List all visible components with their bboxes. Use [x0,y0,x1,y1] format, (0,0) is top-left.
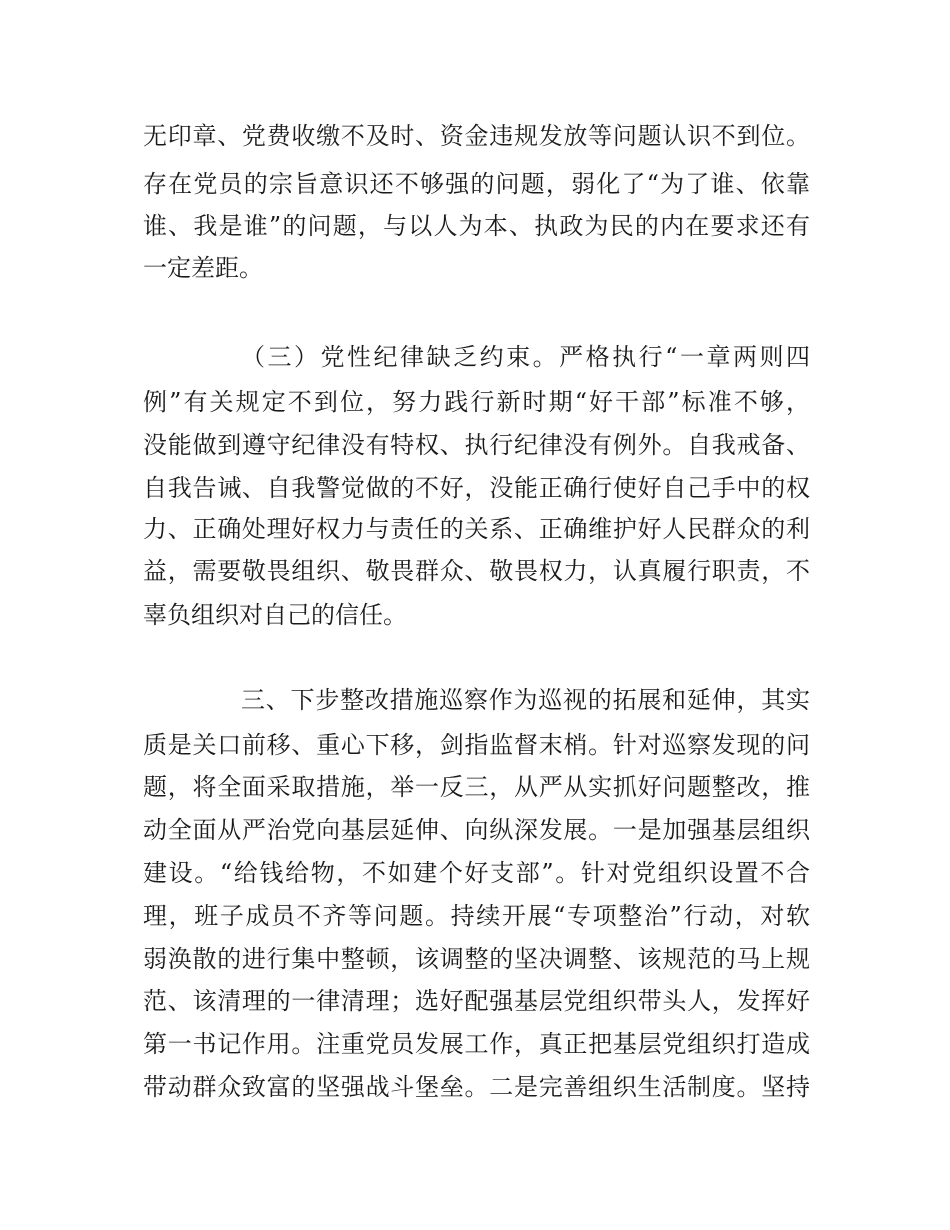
text-line: 辜负组织对自己的信任。 [143,601,407,629]
text-line: 带动群众致富的坚强战斗堡垒。二是完善组织生活制度。坚持 [143,1073,810,1101]
text-line: 没能做到遵守纪律没有特权、执行纪律没有例外。自我戒备、 [143,431,810,459]
text-line: 范、该清理的一律清理；选好配强基层党组织带头人，发挥好 [143,987,810,1015]
text-line: 题，将全面采取措施，举一反三，从严从实抓好问题整改，推 [143,773,810,801]
text-line: 自我告诫、自我警觉做的不好，没能正确行使好自己手中的权 [143,474,810,502]
text-line: 一定差距。 [143,254,263,282]
text-line: 谁、我是谁”的问题，与以人为本、执政为民的内在要求还有 [143,212,810,240]
text-line: 弱涣散的进行集中整顿，该调整的坚决调整、该规范的马上规 [143,945,810,973]
text-line: 益，需要敬畏组织、敬畏群众、敬畏权力，认真履行职责，不 [143,557,810,585]
text-line: 质是关口前移、重心下移，剑指监督末梢。针对巡察发现的问 [143,731,810,759]
paragraph-heading-line: （三）党性纪律缺乏约束。严格执行“一章两则四 [241,343,810,371]
text-line: 第一书记作用。注重党员发展工作，真正把基层党组织打造成 [143,1030,810,1058]
text-line: 理，班子成员不齐等问题。持续开展“专项整治”行动，对软 [143,902,810,930]
text-line: 力、正确处理好权力与责任的关系、正确维护好人民群众的利 [143,515,810,543]
text-line: 例”有关规定不到位，努力践行新时期“好干部”标准不够， [143,388,810,416]
text-line: 无印章、党费收缴不及时、资金违规发放等问题认识不到位。 [143,122,810,150]
text-line: 建设。“给钱给物，不如建个好支部”。针对党组织设置不合 [143,859,810,887]
section-heading-line: 三、下步整改措施巡察作为巡视的拓展和延伸，其实 [241,686,810,714]
text-line: 存在党员的宗旨意识还不够强的问题，弱化了“为了谁、依靠 [143,170,810,198]
text-line: 动全面从严治党向基层延伸、向纵深发展。一是加强基层组织 [143,816,810,844]
